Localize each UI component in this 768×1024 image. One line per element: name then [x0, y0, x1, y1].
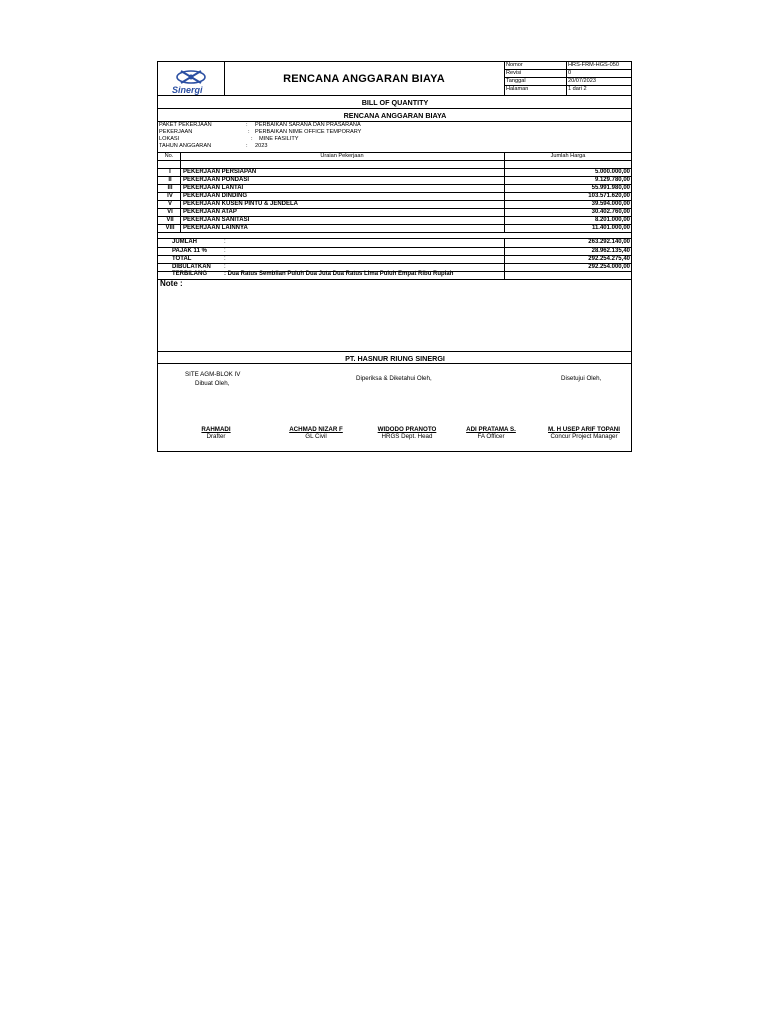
total-label-total: TOTAL	[172, 256, 192, 262]
table-row-amount: 8.201.000,00	[594, 217, 630, 223]
total-label-jumlah: JUMLAH	[172, 239, 197, 245]
total-value-jumlah: 263.292.140,00	[588, 239, 630, 245]
table-row-no: VI	[167, 209, 173, 215]
table-row-desc: PEKERJAAN LAINNYA	[183, 225, 248, 231]
col-header-no: No.	[164, 153, 174, 159]
signatory	[456, 426, 526, 440]
signatory	[538, 426, 630, 440]
table-row-amount: 103.571.620,00	[588, 193, 630, 199]
meta-value-tanggal: 20/07/2023	[568, 78, 596, 84]
total-value-total: 292.254.275,40	[588, 256, 630, 262]
signatory-name: M. H USEP ARIF TOPANI	[548, 426, 620, 433]
info-sep: :	[246, 122, 248, 128]
total-sep: :	[224, 248, 226, 254]
table-row-desc: PEKERJAAN PERSIAPAN	[183, 169, 257, 175]
total-label-dibulatkan: DIBULATKAN	[172, 264, 211, 270]
table-row-amount: 55.991.980,00	[591, 185, 630, 191]
signatory	[364, 426, 450, 440]
info-label-pekerjaan: PEKERJAAN	[159, 129, 193, 135]
meta-label-nomor: Nomor	[506, 62, 523, 68]
table-row-no: I	[169, 169, 171, 175]
table-row-desc: PEKERJAAN ATAP	[183, 209, 237, 215]
approved-by-label: Disetujui Oleh,	[561, 375, 602, 382]
table-row-no: VII	[166, 217, 174, 223]
signatory-role: Drafter	[206, 433, 226, 440]
meta-value-halaman: 1 dari 2	[568, 86, 587, 92]
document-title: RENCANA ANGGARAN BIAYA	[283, 73, 445, 85]
info-value-tahun: 2023	[255, 143, 268, 149]
col-header-amount: Jumlah Harga	[550, 153, 586, 159]
table-row-desc: PEKERJAAN PONDASI	[183, 177, 250, 183]
meta-label-tanggal: Tanggal	[506, 78, 526, 84]
table-row-desc: PEKERJAAN SANITASI	[183, 217, 250, 223]
info-sep: :	[246, 143, 248, 149]
table-row-no: VIII	[165, 225, 175, 231]
total-label-pajak: PAJAK 11 %	[172, 248, 207, 254]
note-label: Note :	[160, 279, 183, 288]
table-row-no: IV	[167, 193, 173, 199]
rab-sheet	[157, 61, 632, 452]
info-sep: :	[251, 136, 253, 142]
col-header-desc: Uraian Pekerjaan	[320, 153, 364, 159]
signatory-role: Concur Project Manager	[550, 433, 618, 440]
info-value-lokasi: MINE FASILITY	[259, 136, 299, 142]
info-value-paket: PERBAIKAN SARANA DAN PRASARANA	[255, 122, 361, 128]
company-logo	[166, 67, 216, 97]
table-row-no: V	[167, 201, 172, 207]
terbilang-text: : Dua Ratus Sembilan Puluh Dua Juta Dua Ratus Lima Puluh Empat Ribu Rupiah	[224, 271, 454, 277]
signatory-name: RAHMADI	[201, 426, 231, 433]
signatory	[178, 426, 254, 440]
table-row-amount: 30.402.760,00	[591, 209, 630, 215]
info-sep: :	[248, 129, 250, 135]
meta-label-halaman: Halaman	[506, 86, 529, 92]
info-label-lokasi: LOKASI	[159, 136, 180, 142]
table-row-amount: 39.594.000,00	[591, 201, 630, 207]
subtitle-rab: RENCANA ANGGARAN BIAYA	[343, 111, 447, 120]
meta-value-revisi: 0	[568, 70, 572, 76]
signatory	[276, 426, 356, 440]
table-row-amount: 5.000.000,00	[594, 169, 630, 175]
signatory-role: HRGS Dept. Head	[381, 433, 433, 440]
table-row-no: III	[167, 185, 173, 191]
signatory-name: WIDODO PRANOTO	[377, 426, 437, 433]
info-label-tahun: TAHUN ANGGARAN	[159, 143, 212, 149]
table-row-amount: 11.401.000,00	[591, 225, 630, 231]
company-name: PT. HASNUR RIUNG SINERGI	[345, 354, 445, 363]
signatory-name: ADI PRATAMA S.	[466, 426, 516, 433]
subtitle-boq: BILL OF QUANTITY	[361, 98, 429, 107]
signatory-role: FA Officer	[477, 433, 505, 440]
total-sep: :	[224, 264, 226, 270]
meta-value-nomor: HRS-FRM-HGS-050	[568, 62, 619, 68]
table-row-no: II	[168, 177, 172, 183]
total-sep: :	[224, 239, 226, 245]
total-value-dibulatkan: 292.254.000,00	[588, 264, 630, 270]
logo-text: Sinergi	[172, 85, 203, 95]
meta-label-revisi: Revisi	[506, 70, 522, 76]
info-value-pekerjaan: PERBAIKAN NIME OFFICE TEMPORARY	[255, 129, 362, 135]
total-value-pajak: 28.962.135,40	[591, 248, 630, 254]
total-sep: :	[224, 256, 226, 262]
site-label: SITE AGM-BLOK IV	[185, 371, 241, 378]
signatory-role: GL Civil	[305, 433, 327, 440]
table-row-desc: PEKERJAAN LANTAI	[183, 185, 244, 191]
table-row-desc: PEKERJAAN DINDING	[183, 193, 248, 199]
info-label-paket: PAKET PEKERJAAN	[159, 122, 212, 128]
made-by-label: Dibuat Oleh,	[195, 380, 230, 387]
table-row-desc: PEKERJAAN KUSEN PINTU & JENDELA	[183, 201, 299, 207]
terbilang-label: TERBILANG	[172, 271, 207, 277]
checked-by-label: Diperiksa & Diketahui Oleh,	[356, 375, 432, 382]
table-row-amount: 9.129.780,00	[594, 177, 630, 183]
signatory-name: ACHMAD NIZAR F	[289, 426, 343, 433]
